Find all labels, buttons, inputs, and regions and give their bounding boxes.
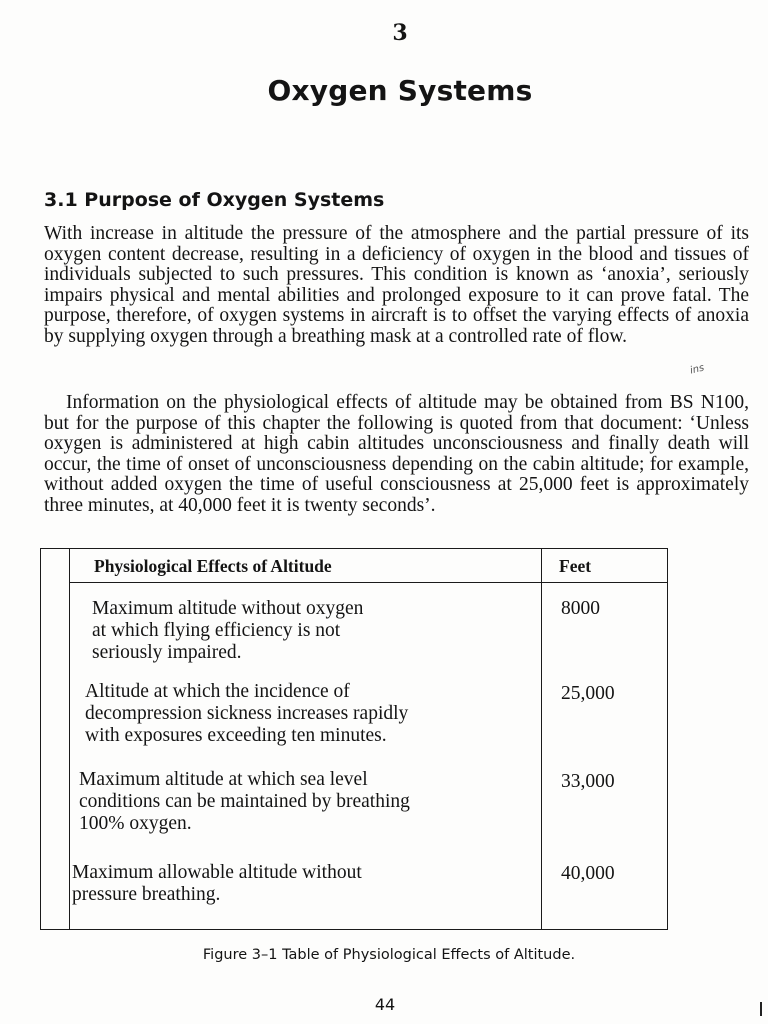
table-row-3-effect: Maximum altitude at which sea level conditions can be maintained by breathing 100% oxygen. [79,769,410,834]
scan-edge-mark [760,1002,762,1016]
table-row-2-feet: 25,000 [561,683,615,704]
table-header-rule [69,582,668,583]
table-row-4-effect: Maximum allowable altitude without pressure breathing. [72,862,362,905]
table-header-feet: Feet [559,556,592,576]
table-row-2-effect: Altitude at which the incidence of decompression sickness increases rapidly with exposures exceeding ten minutes. [85,681,409,746]
chapter-title: Oxygen Systems [267,74,533,107]
handwritten-margin-note: ins [688,362,706,377]
table-header-effect: Physiological Effects of Altitude [94,556,332,576]
altitude-effects-table [40,548,668,930]
body-paragraph-2: Information on the physiological effects of altitude may be obtained from BS N100, but for the purpose of this chapter the following is quoted from that document: ‘Unless oxygen is administered at high cabin altitudes unconsciousness and finally death will occur, the time of onset of unconsciousness depending on the cabin altitude; for example, without added oxygen the time of useful consciousness at 25,000 feet is approximately three minutes, at 40,000 feet it is twenty seconds’. [44,392,749,516]
table-row-1-feet: 8000 [561,598,600,619]
table-row-3-feet: 33,000 [561,771,615,792]
chapter-number: 3 [392,20,408,46]
figure-caption: Figure 3–1 Table of Physiological Effects of Altitude. [202,947,576,963]
table-row-1-effect: Maximum altitude without oxygen at which flying efficiency is not seriously impaired. [92,598,364,663]
table-column-divider [541,548,542,930]
body-paragraph-1: With increase in altitude the pressure of the atmosphere and the partial pressure of its oxygen content decrease, resulting in a deficiency of oxygen in the blood and tissues of individuals subjected to such pressures. This condition is known as ‘anoxia’, seriously impairs physical and mental abilities and prolonged exposure to it can prove fatal. The purpose, therefore, of oxygen systems in aircraft is to offset the varying effects of anoxia by supplying oxygen through a breathing mask at a controlled rate of flow. [44,223,749,347]
section-heading: 3.1 Purpose of Oxygen Systems [44,189,385,211]
table-row-4-feet: 40,000 [561,863,615,884]
table-inner-border [69,548,70,930]
page-number: 44 [374,995,396,1014]
